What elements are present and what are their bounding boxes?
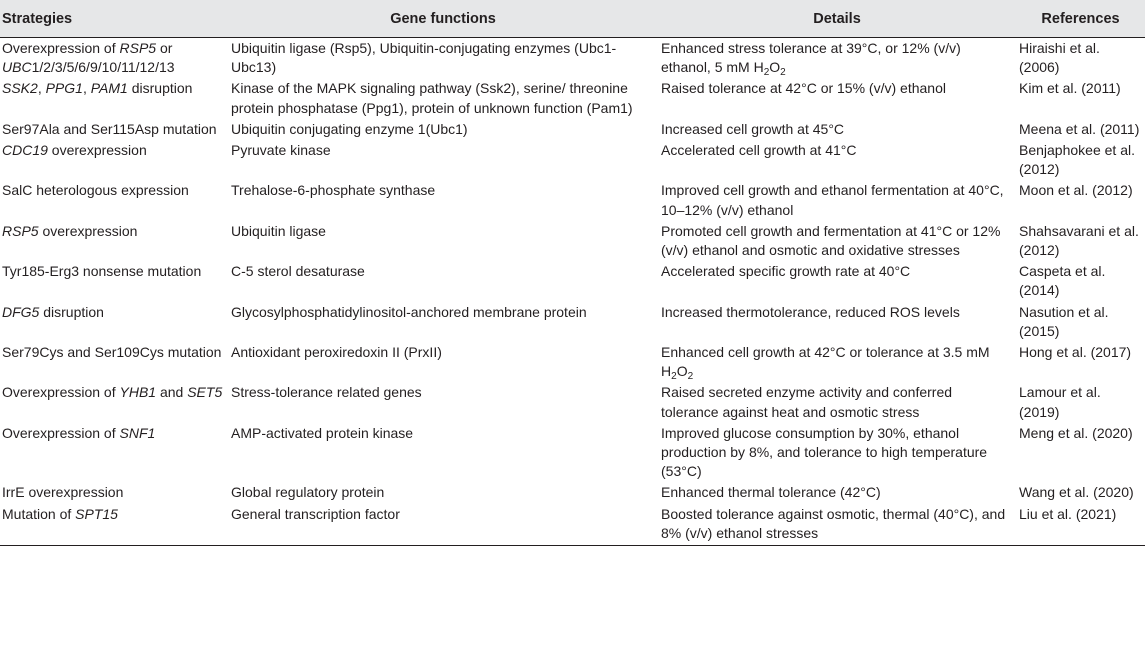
- table-row: [0, 261, 1145, 301]
- strategy-cell: SSK2, PPG1, PAM1 disruption: [2, 80, 193, 97]
- table-row: [0, 180, 1145, 220]
- function-cell: Ubiquitin ligase (Rsp5), Ubiquitin-conjugating enzymes (Ubc1-Ubc13): [231, 40, 617, 76]
- details-cell: Accelerated cell growth at 41°C: [661, 142, 857, 159]
- header-gene-functions: Gene functions: [228, 0, 658, 38]
- reference-cell: Nasution et al. (2015): [1019, 303, 1109, 339]
- reference-cell: Meena et al. (2011): [1019, 120, 1140, 137]
- details-cell: Improved cell growth and ethanol fermentation at 40°C, 10–12% (v/v) ethanol: [661, 182, 1004, 218]
- strategy-cell: Overexpression of YHB1 and SET5: [2, 384, 223, 401]
- table-row: [0, 342, 1145, 382]
- strategy-cell: Mutation of SPT15: [0, 504, 228, 546]
- table-row: [0, 221, 1145, 261]
- table-row: [0, 382, 1145, 422]
- reference-cell: Lamour et al. (2019): [1019, 384, 1101, 420]
- header-references: References: [1016, 0, 1145, 38]
- reference-cell: Kim et al. (2011): [1019, 80, 1121, 97]
- table-row: [0, 38, 1145, 79]
- table-row: [0, 482, 1145, 503]
- header-strategies: Strategies: [0, 0, 228, 38]
- table-row: [0, 140, 1145, 180]
- details-cell: Enhanced stress tolerance at 39°C, or 12% (v/v) ethanol, 5 mM $H_2O_2$: [661, 40, 961, 79]
- details-cell: Enhanced thermal tolerance (42°C): [661, 484, 881, 501]
- reference-cell: Hiraishi et al. (2006): [1019, 40, 1100, 76]
- function-cell: Antioxidant peroxiredoxin II (PrxII): [231, 344, 442, 361]
- strategy-cell: Ser97Ala and Ser115Asp mutation: [2, 120, 217, 137]
- reference-cell: Wang et al. (2020): [1019, 484, 1134, 501]
- strategy-cell: SalC heterologous expression: [2, 182, 189, 199]
- strategy-cell: IrrE overexpression: [2, 484, 124, 501]
- function-cell: Trehalose-6-phosphate synthase: [231, 182, 436, 199]
- function-cell: Stress-tolerance related genes: [231, 384, 422, 401]
- function-cell: AMP-activated protein kinase: [231, 424, 414, 441]
- function-cell: Ubiquitin conjugating enzyme 1(Ubc1): [231, 120, 468, 137]
- details-cell: Increased cell growth at 45°C: [661, 120, 845, 137]
- function-cell: Glycosylphosphatidylinositol-anchored membrane protein: [231, 303, 587, 320]
- reference-cell: Moon et al. (2012): [1019, 182, 1133, 199]
- details-cell: Accelerated specific growth rate at 40°C: [661, 263, 911, 280]
- function-cell: C-5 sterol desaturase: [231, 263, 365, 280]
- reference-cell: Hong et al. (2017): [1019, 344, 1132, 361]
- function-cell: Ubiquitin ligase: [231, 222, 326, 239]
- function-cell: General transcription factor: [228, 504, 658, 546]
- table-row: [0, 504, 1145, 546]
- strategy-cell: Overexpression of RSP5 or UBC1/2/3/5/6/9/10/11/12/13: [2, 40, 175, 76]
- table-row: [0, 119, 1145, 140]
- reference-cell: Liu et al. (2021): [1016, 504, 1145, 546]
- strategy-cell: DFG5 disruption: [2, 303, 104, 320]
- header-details: Details: [658, 0, 1016, 38]
- reference-cell: Caspeta et al. (2014): [1019, 263, 1106, 299]
- strategy-cell: Ser79Cys and Ser109Cys mutation: [2, 344, 222, 361]
- reference-cell: Meng et al. (2020): [1019, 424, 1133, 441]
- table-row: [0, 78, 1145, 118]
- strategy-cell: CDC19 overexpression: [2, 142, 147, 159]
- details-cell: Raised tolerance at 42°C or 15% (v/v) ethanol: [661, 80, 946, 97]
- table-header-row: [0, 0, 1145, 38]
- function-cell: Kinase of the MAPK signaling pathway (Ssk2), serine/ threonine protein phosphatase (Ppg1), protein of unknown function (Pam1): [231, 80, 633, 116]
- table-row: [0, 302, 1145, 342]
- details-cell: Promoted cell growth and fermentation at 41°C or 12% (v/v) ethanol and osmotic and oxidative stresses: [661, 222, 1001, 259]
- details-cell: Raised secreted enzyme activity and conferred tolerance against heat and osmotic stress: [661, 384, 953, 420]
- details-cell: Boosted tolerance against osmotic, thermal (40°C), and 8% (v/v) ethanol stresses: [658, 504, 1016, 546]
- table-row: [0, 423, 1145, 483]
- details-cell: Improved glucose consumption by 30%, ethanol production by 8%, and tolerance to high temperature (53°C): [661, 424, 988, 480]
- function-cell: Global regulatory protein: [231, 484, 385, 501]
- reference-cell: Shahsavarani et al. (2012): [1019, 222, 1139, 259]
- strategy-cell: Overexpression of SNF1: [2, 424, 156, 441]
- reference-cell: Benjaphokee et al. (2012): [1019, 142, 1135, 178]
- details-cell: Increased thermotolerance, reduced ROS levels: [661, 303, 960, 320]
- strategy-cell: Tyr185-Erg3 nonsense mutation: [2, 263, 202, 280]
- details-cell: Enhanced cell growth at 42°C or tolerance at 3.5 mM $H_2O_2$: [661, 344, 990, 383]
- strategy-cell: RSP5 overexpression: [2, 222, 138, 239]
- function-cell: Pyruvate kinase: [231, 142, 331, 159]
